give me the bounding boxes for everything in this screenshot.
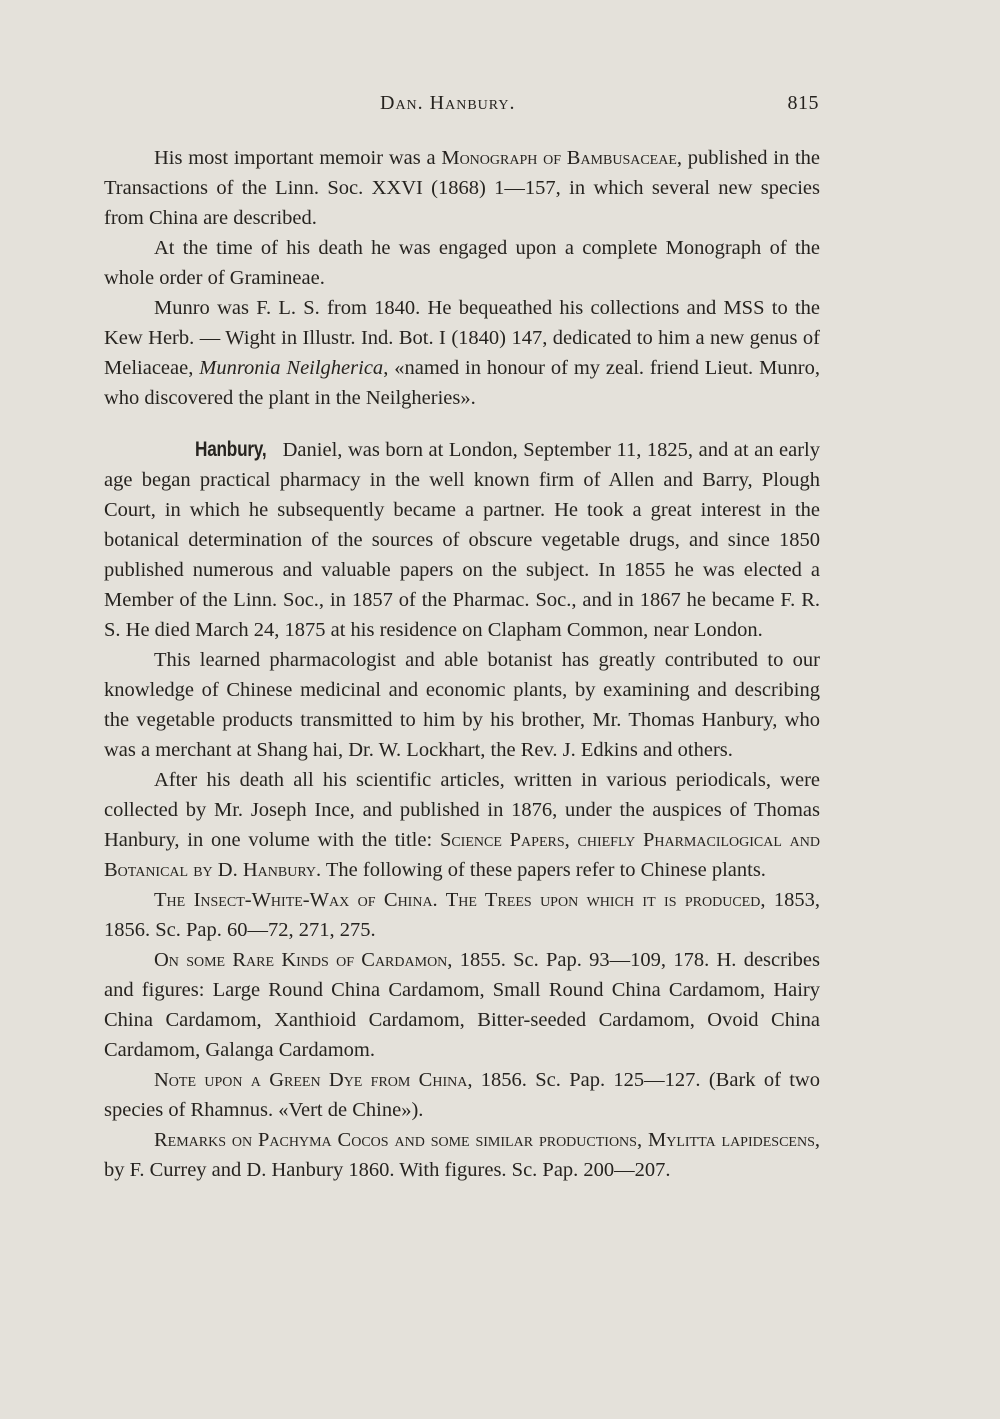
- paragraph-hanbury-bio: Hanbury, Daniel, was born at London, September 11, 1825, and at an early age began practical pharmacy in the well known firm of Allen and Barry, Plough Court, in which he subsequently became a partner. He took a great interest in the botanical determination of the sources of obscure vegetable drugs, and since 1850 published numerous and valuable papers on the subject. In 1855 he was elected a Member of the Linn. Soc., in 1857 of the Pharmac. Soc., and in 1867 he became F. R. S. He died March 24, 1875 at his residence on Clapham Common, near London.: [104, 435, 820, 645]
- work-title: Note upon a Green Dye from China: [154, 1069, 468, 1091]
- body-text: [104, 143, 820, 1185]
- paper-green-dye: Note upon a Green Dye from China, 1856. Sc. Pap. 125—127. (Bark of two species of Rhamnus. «Vert de Chine»).: [104, 1069, 820, 1121]
- page-header: [0, 92, 1000, 122]
- paragraph-munro-monograph: His most important memoir was a Monograph of Bambusaceae, published in the Transactions of the Linn. Soc. XXVI (1868) 1—157, in which several new species from China are described.: [104, 147, 821, 229]
- paper-pachyma-cocos: Remarks on Pachyma Cocos and some similar productions, Mylitta lapidescens, by F. Currey and D. Hanbury 1860. With figures. Sc. Pap. 200—207.: [104, 1129, 820, 1181]
- paper-cardamom: On some Rare Kinds of Cardamon, 1855. Sc. Pap. 93—109, 178. H. describes and figures: Large Round China Cardamom, Small Round China Cardamom, Hairy China Cardamom, Xanthioid Cardamom, Bitter-seeded Cardamom, Ovoid China Cardamom, Galanga Cardamom.: [104, 949, 820, 1061]
- paragraph-munro-fls: Munro was F. L. S. from 1840. He bequeathed his collections and MSS to the Kew Herb. — Wight in Illustr. Ind. Bot. I (1840) 147, dedicated to him a new genus of Meliaceae, Munronia Neilgherica, «named in honour of my zeal. friend Lieut. Munro, who discovered the plant in the Neilgheries».: [104, 297, 820, 409]
- entry-lemma: Hanbury,: [195, 438, 267, 461]
- running-title: Dan. Hanbury.: [380, 92, 516, 114]
- work-title: Science Papers, chiefly Pharmacilogical and Botanical by D. Hanbury: [104, 829, 821, 881]
- genus-name: Munronia Neilgherica: [199, 357, 384, 379]
- work-title: On some Rare Kinds of Cardamon: [154, 949, 448, 971]
- paper-insect-white-wax: The Insect-White-Wax of China. The Trees upon which it is produced, 1853, 1856. Sc. Pap. 60—72, 271, 275.: [104, 889, 820, 941]
- paragraph-munro-death: At the time of his death he was engaged upon a complete Monograph of the whole order of Gramineae.: [104, 237, 820, 289]
- work-title: The Insect-White-Wax of China. The Trees upon which it is produced: [154, 889, 761, 911]
- paragraph-hanbury-contribution: This learned pharmacologist and able botanist has greatly contributed to our knowledge of Chinese medicinal and economic plants, by examining and describing the vegetable products transmitted to him by his brother, Mr. Thomas Hanbury, who was a merchant at Shang hai, Dr. W. Lockhart, the Rev. J. Edkins and others.: [104, 649, 820, 761]
- page-number: 815: [787, 92, 819, 114]
- work-title: Monograph of Bambusaceae: [441, 147, 677, 169]
- paragraph-science-papers: After his death all his scientific articles, written in various periodicals, were collected by Mr. Joseph Ince, and published in 1876, under the auspices of Thomas Hanbury, in one volume with the title: Science Papers, chiefly Pharmacilogical and Botanical by D. Hanbury. The following of these papers refer to Chinese plants.: [104, 769, 821, 881]
- work-title: Remarks on Pachyma Cocos and some similar productions, Mylitta lapidescens: [154, 1129, 815, 1151]
